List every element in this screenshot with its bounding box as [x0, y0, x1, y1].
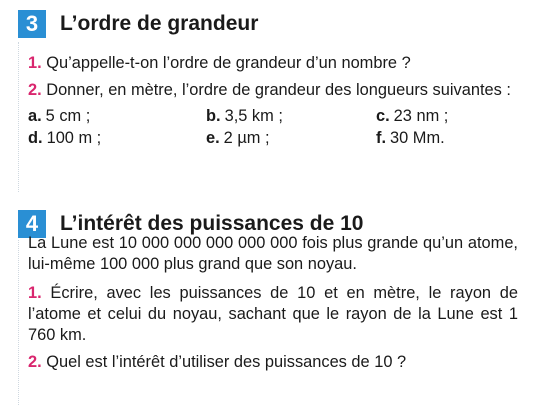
length-item [376, 128, 518, 149]
length-item [28, 106, 206, 127]
exercise-4-title: L’intérêt des puissances de 10 [60, 212, 364, 235]
question-text: Donner, en mètre, l’ordre de grandeur des longueurs suivantes : [46, 81, 511, 99]
item-value: 23 nm ; [393, 107, 449, 125]
question-number: 2. [28, 81, 42, 99]
item-value: 2 µm ; [223, 129, 270, 147]
exercise-3-number-badge: 3 [18, 10, 46, 38]
exercise-4-question-2 [28, 352, 518, 373]
exercise-4-header [0, 200, 534, 236]
question-number: 2. [28, 353, 42, 371]
question-text: Qu’appelle-t-on l’ordre de grandeur d’un nombre ? [46, 54, 411, 72]
exercise-4-number-badge: 4 [18, 210, 46, 238]
item-value: 100 m ; [46, 129, 102, 147]
exercise-3-header [0, 0, 534, 36]
exercise-3-question-2 [28, 80, 518, 101]
length-items-grid [28, 106, 518, 149]
exercise-4-intro: La Lune est 10 000 000 000 000 000 fois plus grande qu’un atome, lui-même 100 000 plus grand que son noyau. [28, 234, 518, 273]
length-item [206, 128, 376, 149]
item-value: 3,5 km ; [224, 107, 283, 125]
exercise-4-question-1 [28, 283, 518, 346]
length-item [376, 106, 518, 127]
item-value: 5 cm ; [45, 107, 91, 125]
exercise-3-question-1 [28, 53, 518, 74]
question-number: 1. [28, 284, 42, 302]
question-number: 1. [28, 54, 42, 72]
item-letter: c. [376, 107, 390, 125]
question-text: Écrire, avec les puissances de 10 et en mètre, le rayon de l’atome et celui du noyau, sachant que le rayon de la Lune est 1 760 km. [28, 284, 518, 344]
exercise-3-body [28, 53, 518, 149]
exercise-3-side-rule [18, 42, 19, 192]
length-item [28, 128, 206, 149]
exercise-4-side-rule [18, 240, 19, 405]
exercise-4-body [28, 233, 518, 379]
exercise-3 [0, 0, 534, 147]
question-text: Quel est l’intérêt d’utiliser des puissances de 10 ? [46, 353, 407, 371]
exercise-4 [0, 200, 534, 371]
exercise-3-title: L’ordre de grandeur [60, 12, 259, 35]
item-letter: a. [28, 107, 42, 125]
item-value: 30 Mm. [390, 129, 445, 147]
item-letter: d. [28, 129, 43, 147]
item-letter: e. [206, 129, 220, 147]
length-item [206, 106, 376, 127]
item-letter: b. [206, 107, 221, 125]
item-letter: f. [376, 129, 387, 147]
